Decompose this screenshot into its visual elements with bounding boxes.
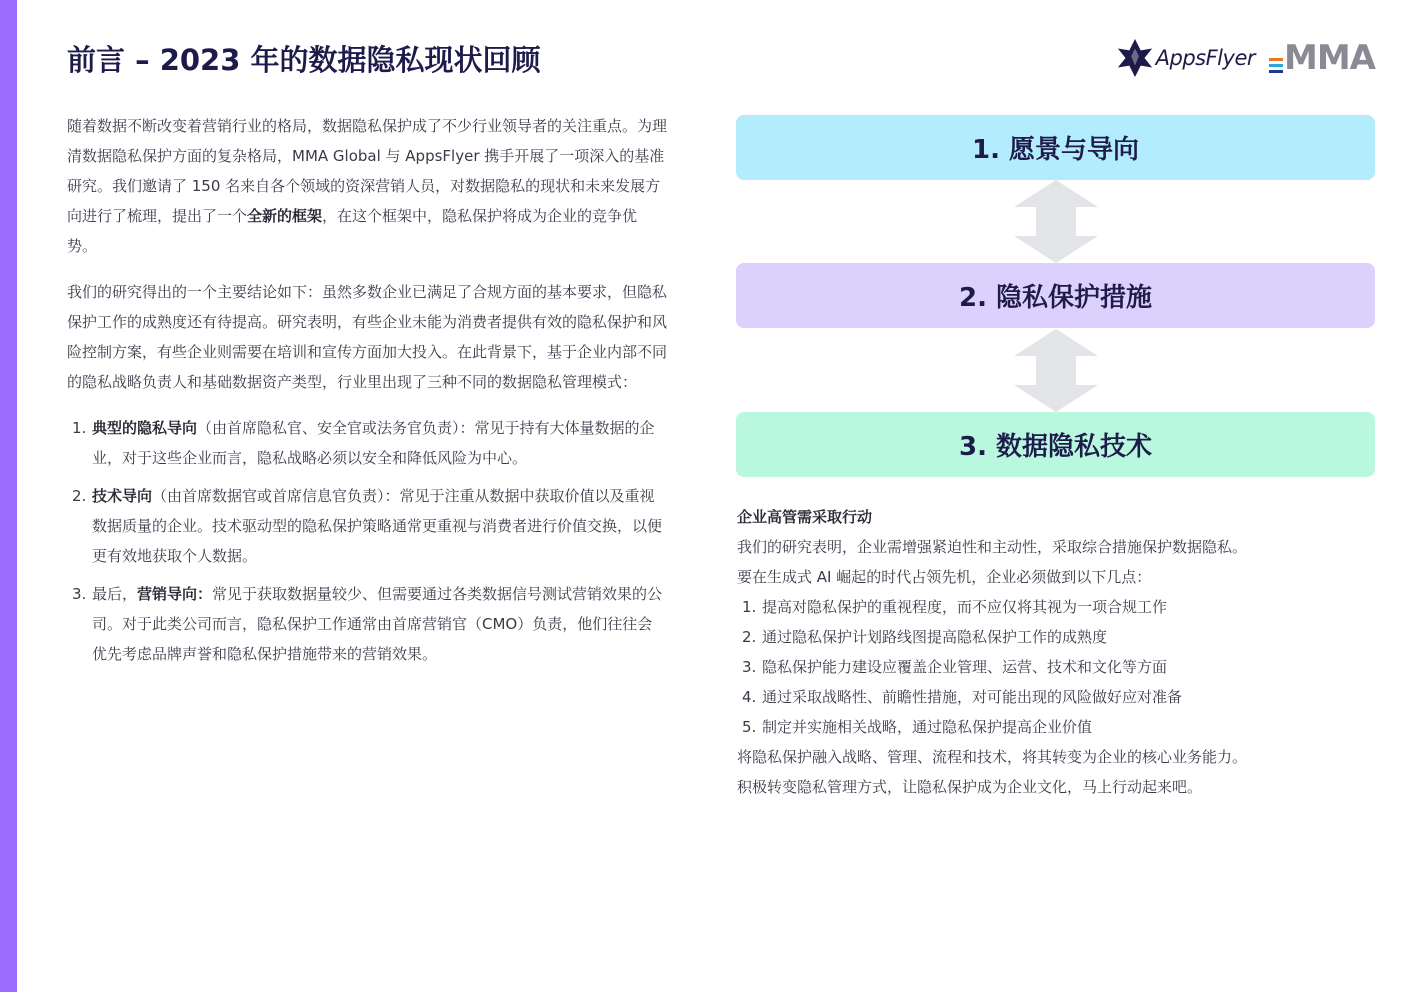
page-title: 前言 – 2023 年的数据隐私现状回顾 <box>67 43 541 77</box>
framework-box-technology: 3. 数据隐私技术 <box>736 412 1375 477</box>
list-item: 4. 通过采取战略性、前瞻性措施，对可能出现的风险做好应对准备 <box>742 688 1183 706</box>
exec-heading: 企业高管需采取行动 <box>737 508 873 526</box>
framework-box-measures: 2. 隐私保护措施 <box>736 263 1375 328</box>
mma-bars-icon <box>1269 58 1283 73</box>
appsflyer-logo <box>1116 37 1255 79</box>
intro-paragraph-2: 我们的研究得出的一个主要结论如下：虽然多数企业已满足了合规方面的基本要求，但隐私保护工作的成熟度还有待提高。研究表明，有些企业未能为消费者提供有效的隐私保护和风险控制方案，有些企业则需要在培训和宣传方面加大投入。在此背景下，基于企业内部不同的隐私战略负责人和基础数据资产类型，行业里出现了三种不同的数据隐私管理模式： <box>67 283 668 391</box>
list-item: 1. 典型的隐私导向（由首席隐私官、安全官或法务官负责）：常见于持有大体量数据的企业，对于这些企业而言，隐私战略必须以安全和降低风险为中心。 <box>72 419 655 467</box>
list-item: 1. 提高对隐私保护的重视程度，而不应仅将其视为一项合规工作 <box>742 598 1168 616</box>
appsflyer-icon <box>1116 37 1154 79</box>
exec-line-1: 我们的研究表明，企业需增强紧迫性和主动性，采取综合措施保护数据隐私。 <box>737 538 1248 556</box>
list-item: 3. 隐私保护能力建设应覆盖企业管理、运营、技术和文化等方面 <box>742 658 1168 676</box>
exec-closing-2: 积极转变隐私管理方式，让隐私保护成为企业文化，马上行动起来吧。 <box>737 778 1203 796</box>
mma-logo <box>1269 38 1375 78</box>
exec-actions-section <box>737 502 1377 802</box>
list-item: 2. 技术导向（由首席数据官或首席信息官负责）：常见于注重从数据中获取价值以及重视数据质量的企业。技术驱动型的隐私保护策略通常更重视与消费者进行价值交换，以便更有效地获取个人数据。 <box>72 487 663 565</box>
intro-paragraph-1: 随着数据不断改变着营销行业的格局，数据隐私保护成了不少行业领导者的关注重点。为理清数据隐私保护方面的复杂格局，MMA Global 与 AppsFlyer 携手开展了一项深入的基准研究。我们邀请了 150 名来自各个领域的资深营销人员，对数据隐私的现状和未来发展方向进行了梳理，提出了一个全新的框架，在这个框架中，隐私保护将成为企业的竞争优势。 <box>67 117 668 255</box>
double-arrow-icon <box>1014 329 1098 412</box>
privacy-modes-list <box>67 413 667 669</box>
side-accent-bar <box>0 0 17 992</box>
list-item: 3. 最后，营销导向：常见于获取数据量较少、但需要通过各类数据信号测试营销效果的公司。对于此类公司而言，隐私保护工作通常由首席营销官（CMO）负责，他们往往会优先考虑品牌声誉和隐私保护措施带来的营销效果。 <box>72 585 663 663</box>
exec-line-2: 要在生成式 AI 崛起的时代占领先机，企业必须做到以下几点： <box>737 568 1152 586</box>
double-arrow-icon <box>1014 180 1098 263</box>
exec-closing-1: 将隐私保护融入战略、管理、流程和技术，将其转变为企业的核心业务能力。 <box>737 748 1248 766</box>
list-item: 2. 通过隐私保护计划路线图提高隐私保护工作的成熟度 <box>742 628 1108 646</box>
logos <box>1116 36 1375 80</box>
mma-wordmark: MMA <box>1284 38 1375 78</box>
intro-column <box>67 111 667 677</box>
framework-box-vision: 1. 愿景与导向 <box>736 115 1375 180</box>
list-item: 5. 制定并实施相关战略，通过隐私保护提高企业价值 <box>742 718 1093 736</box>
exec-actions-list <box>737 592 1377 742</box>
appsflyer-wordmark: AppsFlyer <box>1155 46 1256 70</box>
